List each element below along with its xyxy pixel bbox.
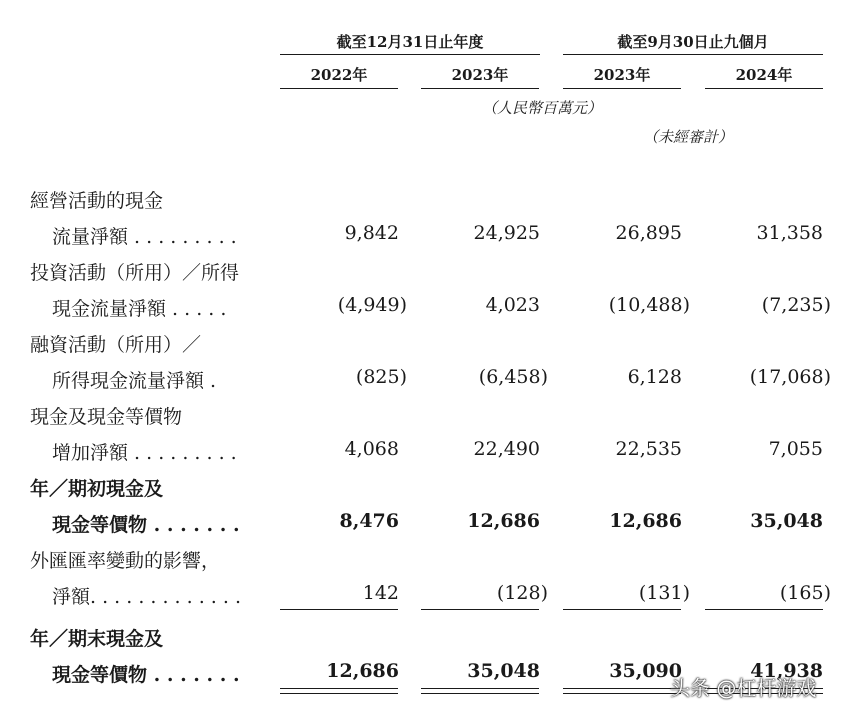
row-label-fx-1: 外匯匯率變動的影響， bbox=[30, 550, 221, 572]
subtotal-rule-9m2023 bbox=[563, 609, 681, 610]
subtotal-rule-2023 bbox=[421, 609, 539, 610]
row-label-fx-2: 淨額. . . . . . . . . . . . . bbox=[52, 586, 241, 608]
unit-label: （人民幣百萬元） bbox=[482, 99, 603, 117]
cell-fx-2022: 142 bbox=[362, 582, 399, 604]
row-label-operating-1: 經營活動的現金 bbox=[30, 190, 164, 212]
header-year-group-rule bbox=[280, 54, 540, 55]
row-label-investing-1: 投資活動（所用）／所得 bbox=[30, 262, 240, 284]
cell-operating-9m2023: 26,895 bbox=[615, 222, 682, 244]
cell-investing-9m2023: (10,488) bbox=[608, 294, 690, 316]
row-label-financing-2: 所得現金流量淨額 . bbox=[52, 370, 217, 392]
cell-operating-9m2024: 31,358 bbox=[756, 222, 823, 244]
cell-opening-9m2024: 35,048 bbox=[750, 510, 823, 532]
header-period-2024: 2024年 bbox=[735, 66, 793, 84]
cell-investing-2022: (4,949) bbox=[337, 294, 407, 316]
cell-financing-9m2024: (17,068) bbox=[749, 366, 831, 388]
cell-closing-9m2024: 41,938 bbox=[750, 660, 823, 682]
header-year-group: 截至12月31日止年度 bbox=[336, 33, 484, 51]
unaudited-label: （未經審計） bbox=[643, 128, 734, 146]
cell-increase-2023: 22,490 bbox=[473, 438, 540, 460]
header-year-2023: 2023年 bbox=[451, 66, 509, 84]
row-label-opening-1: 年／期初現金及 bbox=[30, 478, 164, 500]
cell-increase-2022: 4,068 bbox=[344, 438, 399, 460]
header-nine-month-group-rule bbox=[563, 54, 823, 55]
cell-investing-9m2024: (7,235) bbox=[761, 294, 831, 316]
header-period-2023: 2023年 bbox=[593, 66, 651, 84]
header-year-2022: 2022年 bbox=[310, 66, 368, 84]
cell-fx-9m2024: (165) bbox=[779, 582, 831, 604]
year-rule-2023 bbox=[421, 88, 539, 89]
row-label-increase-2: 增加淨額 . . . . . . . . . bbox=[52, 442, 237, 464]
total-rule-2023 bbox=[421, 688, 539, 694]
cell-opening-2023: 12,686 bbox=[467, 510, 540, 532]
cell-financing-2022: (825) bbox=[355, 366, 407, 388]
row-label-closing-2: 現金等價物 . . . . . . . bbox=[52, 664, 240, 686]
cell-closing-9m2023: 35,090 bbox=[609, 660, 682, 682]
row-label-operating-2: 流量淨額 . . . . . . . . . bbox=[52, 226, 237, 248]
subtotal-rule-9m2024 bbox=[705, 609, 823, 610]
cell-closing-2022: 12,686 bbox=[326, 660, 399, 682]
period-rule-2023 bbox=[563, 88, 681, 89]
cell-fx-2023: (128) bbox=[496, 582, 548, 604]
cell-operating-2023: 24,925 bbox=[473, 222, 540, 244]
row-label-opening-2: 現金等價物 . . . . . . . bbox=[52, 514, 240, 536]
period-rule-2024 bbox=[705, 88, 823, 89]
total-rule-2022 bbox=[280, 688, 398, 694]
cell-financing-2023: (6,458) bbox=[478, 366, 548, 388]
total-rule-9m2023 bbox=[563, 688, 681, 694]
year-rule-2022 bbox=[280, 88, 398, 89]
cell-opening-9m2023: 12,686 bbox=[609, 510, 682, 532]
row-label-investing-2: 現金流量淨額 . . . . . bbox=[52, 298, 227, 320]
cell-increase-9m2024: 7,055 bbox=[768, 438, 823, 460]
row-label-increase-1: 現金及現金等價物 bbox=[30, 406, 183, 428]
cell-increase-9m2023: 22,535 bbox=[615, 438, 682, 460]
cell-operating-2022: 9,842 bbox=[344, 222, 399, 244]
cell-fx-9m2023: (131) bbox=[638, 582, 690, 604]
cell-investing-2023: 4,023 bbox=[485, 294, 540, 316]
header-nine-month-group: 截至9月30日止九個月 bbox=[617, 33, 769, 51]
row-label-closing-1: 年／期末現金及 bbox=[30, 628, 164, 650]
cell-opening-2022: 8,476 bbox=[339, 510, 399, 532]
row-label-financing-1: 融資活動（所用）／ bbox=[30, 334, 202, 356]
cell-financing-9m2023: 6,128 bbox=[627, 366, 682, 388]
subtotal-rule-2022 bbox=[280, 609, 398, 610]
cell-closing-2023: 35,048 bbox=[467, 660, 540, 682]
watermark-text: 头条 @杠杆游戏 bbox=[670, 676, 817, 700]
